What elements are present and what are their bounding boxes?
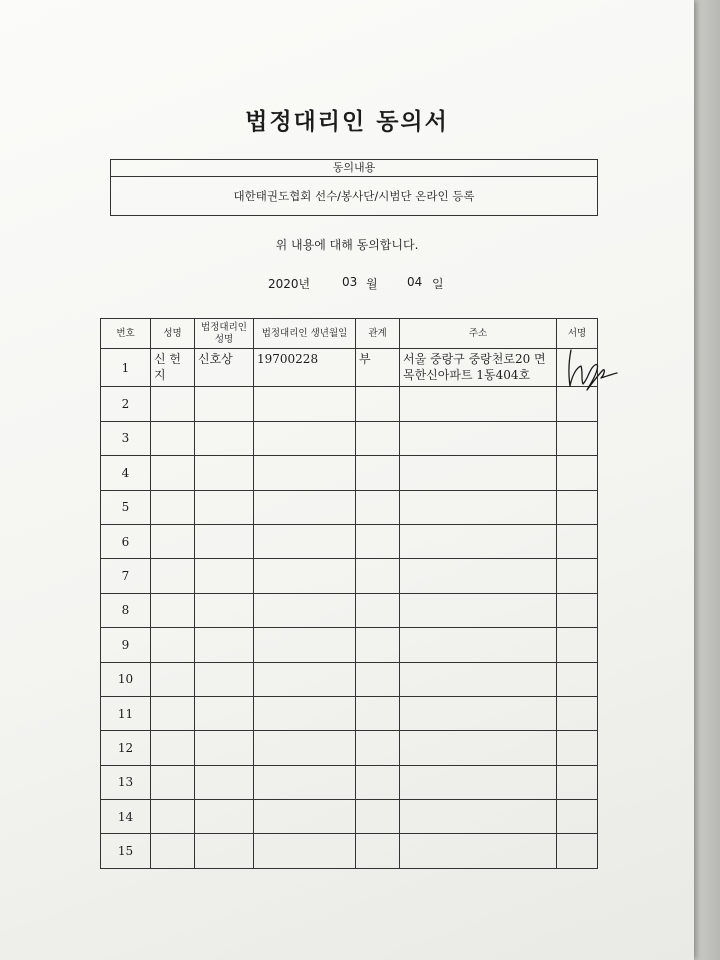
- row-name: [151, 456, 195, 490]
- table-row: [101, 490, 598, 524]
- row-guardian-name: [195, 559, 254, 593]
- row-guardian-birthdate: [254, 696, 356, 730]
- row-address: [400, 662, 557, 696]
- row-number: 15: [101, 834, 151, 868]
- row-name: [151, 628, 195, 662]
- table-row: [101, 559, 598, 593]
- row-relation: [356, 593, 400, 627]
- row-guardian-birthdate: [254, 834, 356, 868]
- row-guardian-name: [195, 628, 254, 662]
- row-address: [400, 696, 557, 730]
- row-name: [151, 834, 195, 868]
- row-name: [151, 387, 195, 421]
- table-row: [101, 349, 598, 387]
- row-guardian-birthdate: [254, 731, 356, 765]
- row-guardian-name: [195, 524, 254, 558]
- row-relation: [356, 834, 400, 868]
- row-guardian-name: [195, 490, 254, 524]
- row-number: 6: [101, 524, 151, 558]
- row-relation: [356, 628, 400, 662]
- row-relation: [356, 456, 400, 490]
- row-address: [400, 490, 557, 524]
- table-row: [101, 662, 598, 696]
- row-name: 신 헌 지: [151, 349, 195, 387]
- header-guardian-birthdate: 법정대리인 생년월일: [254, 319, 356, 349]
- row-guardian-name: [195, 421, 254, 455]
- row-guardian-name: [195, 662, 254, 696]
- row-name: [151, 696, 195, 730]
- row-signature: [557, 490, 598, 524]
- row-address: [400, 834, 557, 868]
- header-address: 주소: [400, 319, 557, 349]
- row-address: [400, 524, 557, 558]
- row-address: [400, 628, 557, 662]
- row-guardian-name: [195, 387, 254, 421]
- document-title: 법정대리인 동의서: [245, 109, 449, 135]
- consent-header: 동의내용: [111, 160, 597, 177]
- row-signature: [557, 662, 598, 696]
- header-relation: 관계: [356, 319, 400, 349]
- row-guardian-name: [195, 456, 254, 490]
- row-relation: [356, 696, 400, 730]
- row-number: 9: [101, 628, 151, 662]
- row-name: [151, 731, 195, 765]
- row-address: [400, 800, 557, 834]
- row-address: [400, 456, 557, 490]
- guardian-table: [100, 318, 598, 869]
- row-relation: [356, 524, 400, 558]
- table-row: [101, 628, 598, 662]
- table-row: [101, 593, 598, 627]
- row-signature: [557, 593, 598, 627]
- row-guardian-birthdate: [254, 387, 356, 421]
- row-signature: [557, 559, 598, 593]
- row-guardian-name: [195, 834, 254, 868]
- header-number: 번호: [101, 319, 151, 349]
- row-guardian-birthdate: [254, 662, 356, 696]
- table-row: [101, 765, 598, 799]
- row-signature: [557, 834, 598, 868]
- date-day-value: 04: [407, 275, 423, 289]
- row-number: 3: [101, 421, 151, 455]
- row-name: [151, 559, 195, 593]
- table-row: [101, 387, 598, 421]
- row-number: 12: [101, 731, 151, 765]
- row-number: 2: [101, 387, 151, 421]
- date-year: 2020년: [268, 277, 311, 291]
- date-month-value: 03: [342, 275, 358, 289]
- row-guardian-name: [195, 593, 254, 627]
- row-signature: [557, 765, 598, 799]
- row-relation: [356, 490, 400, 524]
- row-relation: [356, 421, 400, 455]
- row-relation: 부: [356, 349, 400, 387]
- row-signature: [557, 628, 598, 662]
- row-name: [151, 800, 195, 834]
- row-relation: [356, 387, 400, 421]
- table-header: [101, 319, 598, 349]
- row-guardian-birthdate: [254, 456, 356, 490]
- row-guardian-birthdate: [254, 559, 356, 593]
- row-guardian-birthdate: [254, 593, 356, 627]
- row-address: [400, 421, 557, 455]
- row-address: 서울 중랑구 중랑천로20 면목한신아파트 1동404호: [400, 349, 557, 387]
- row-relation: [356, 559, 400, 593]
- row-signature: [557, 731, 598, 765]
- row-signature: [557, 456, 598, 490]
- row-signature: [557, 421, 598, 455]
- header-signature: 서명: [557, 319, 598, 349]
- table-row: [101, 421, 598, 455]
- table-row: [101, 696, 598, 730]
- row-guardian-name: [195, 800, 254, 834]
- row-address: [400, 765, 557, 799]
- row-signature: [557, 524, 598, 558]
- row-number: 13: [101, 765, 151, 799]
- consent-content: 대한태권도협회 선수/봉사단/시범단 온라인 등록: [233, 189, 475, 203]
- agreement-text: 위 내용에 대해 동의합니다.: [275, 238, 419, 252]
- row-address: [400, 731, 557, 765]
- row-number: 4: [101, 456, 151, 490]
- row-guardian-name: [195, 731, 254, 765]
- row-number: 8: [101, 593, 151, 627]
- row-address: [400, 559, 557, 593]
- row-name: [151, 593, 195, 627]
- row-name: [151, 490, 195, 524]
- row-guardian-name: [195, 765, 254, 799]
- row-guardian-birthdate: [254, 524, 356, 558]
- header-name: 성명: [151, 319, 195, 349]
- row-number: 7: [101, 559, 151, 593]
- row-relation: [356, 662, 400, 696]
- row-name: [151, 662, 195, 696]
- header-guardian-name: 법정대리인 성명: [195, 319, 254, 349]
- row-relation: [356, 800, 400, 834]
- row-guardian-birthdate: [254, 628, 356, 662]
- row-address: [400, 387, 557, 421]
- row-number: 11: [101, 696, 151, 730]
- row-guardian-birthdate: [254, 421, 356, 455]
- table-body: [101, 349, 598, 869]
- table-row: [101, 731, 598, 765]
- row-number: 14: [101, 800, 151, 834]
- row-relation: [356, 731, 400, 765]
- table-row: [101, 524, 598, 558]
- table-row: [101, 834, 598, 868]
- table-row: [101, 800, 598, 834]
- row-number: 10: [101, 662, 151, 696]
- row-guardian-name: [195, 696, 254, 730]
- date-day-label: 일: [432, 277, 444, 291]
- row-signature: [557, 800, 598, 834]
- table-row: [101, 456, 598, 490]
- consent-box: [110, 159, 598, 216]
- row-number: 1: [101, 349, 151, 387]
- row-guardian-birthdate: 19700228: [254, 349, 356, 387]
- row-address: [400, 593, 557, 627]
- background-surface: [690, 0, 720, 960]
- row-guardian-birthdate: [254, 490, 356, 524]
- row-signature: [557, 696, 598, 730]
- date-month-label: 월: [366, 277, 378, 291]
- row-guardian-name: 신호상: [195, 349, 254, 387]
- row-guardian-birthdate: [254, 765, 356, 799]
- row-relation: [356, 765, 400, 799]
- signature-mark: [559, 342, 619, 394]
- row-name: [151, 765, 195, 799]
- row-number: 5: [101, 490, 151, 524]
- row-name: [151, 421, 195, 455]
- row-name: [151, 524, 195, 558]
- row-guardian-birthdate: [254, 800, 356, 834]
